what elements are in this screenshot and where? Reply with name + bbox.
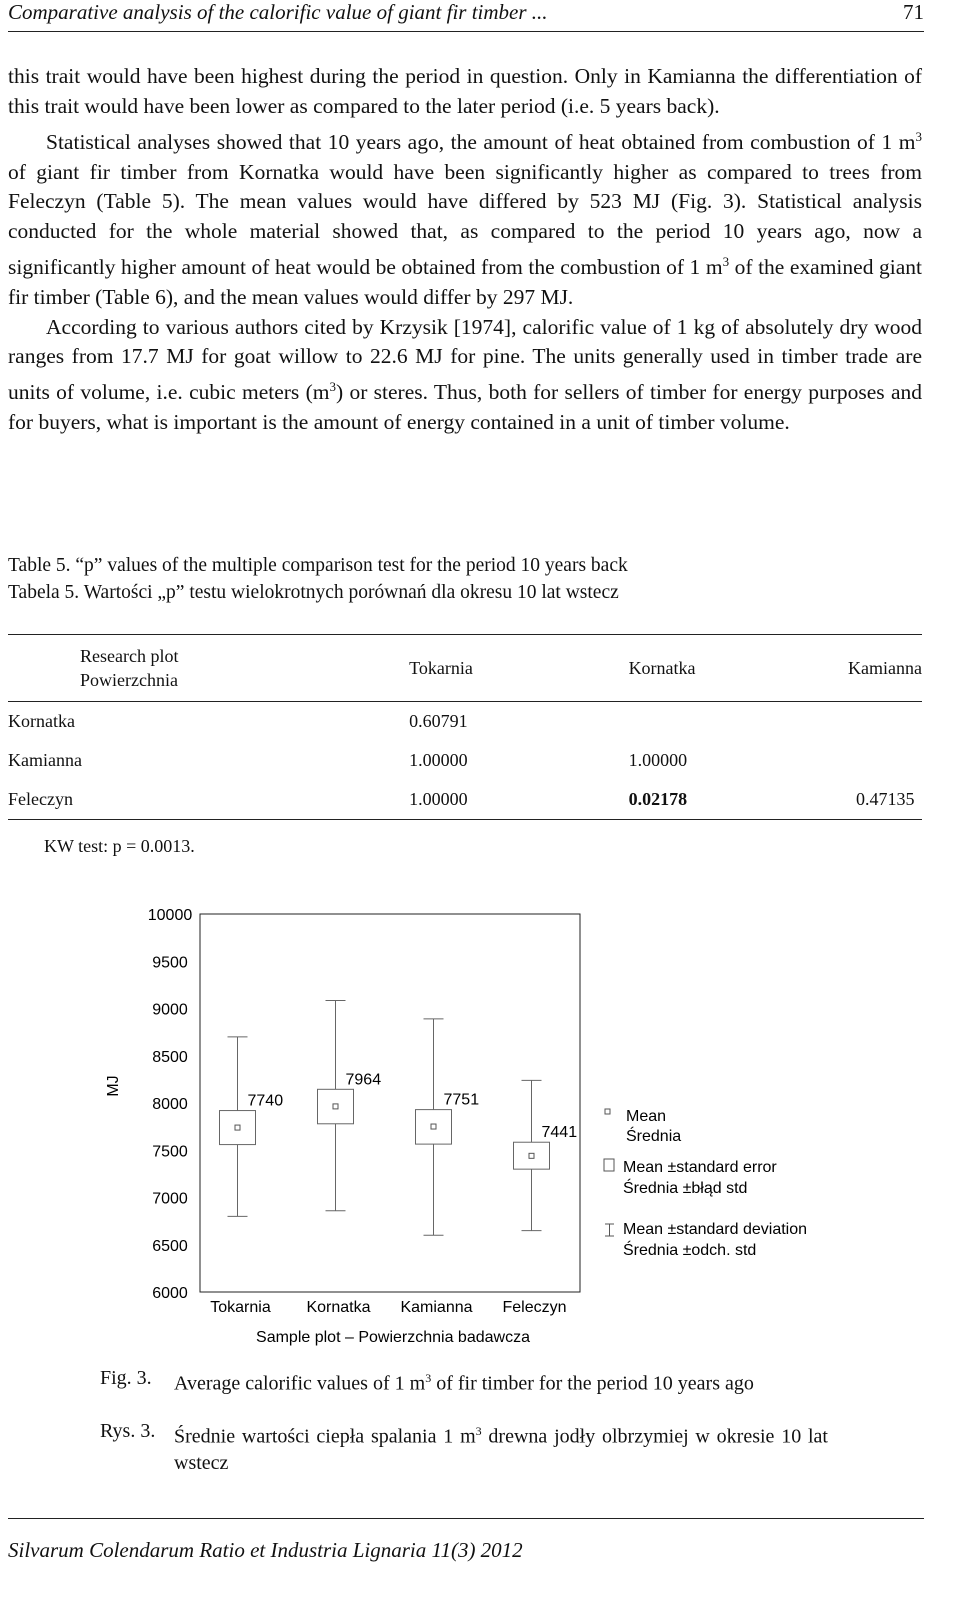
superscript: 3 <box>425 1371 432 1385</box>
table-row <box>8 741 922 780</box>
running-title: Comparative analysis of the calorific value of giant fir timber ... <box>8 0 548 24</box>
legend-se-en: Mean ±standard error <box>623 1159 777 1176</box>
body-text <box>8 62 922 438</box>
figure-caption-en-a: Average calorific values of 1 m <box>174 1372 426 1395</box>
box-group <box>416 1019 480 1235</box>
figure-caption-en-text <box>174 1365 828 1397</box>
legend-se-pl: Średnia ±błąd std <box>623 1180 748 1197</box>
category-label: Tokarnia <box>210 1299 271 1316</box>
row-label: Kamianna <box>8 750 82 770</box>
superscript: 3 <box>915 128 922 144</box>
journal-footer: Silvarum Colendarum Ratio et Industria Lignaria 11(3) 2012 <box>8 1538 523 1562</box>
figure-caption-en <box>100 1365 830 1397</box>
corner-label-en: Research plot <box>80 646 179 666</box>
y-tick-label: 8000 <box>152 1096 188 1113</box>
table-cell <box>629 702 848 742</box>
kw-test-note: KW test: p = 0.0013. <box>44 836 195 856</box>
legend-se-marker <box>604 1159 614 1171</box>
superscript: 3 <box>475 1424 482 1438</box>
mean-value-label: 7751 <box>443 1091 480 1109</box>
figure-caption-pl-text <box>174 1418 828 1476</box>
paragraph-2 <box>8 122 922 313</box>
y-tick-label: 10000 <box>147 907 193 924</box>
paragraph-1: this trait would have been highest during the period in question. Only in Kamianna the differentiation of this trait would have been lower as compared to the later period (i.e. 5 years back). <box>8 64 922 118</box>
category-label: Kamianna <box>400 1299 473 1316</box>
box-plot-chart <box>0 890 960 1360</box>
row-label: Feleczyn <box>8 789 73 809</box>
paragraph-3-part-b: ) or steres. Thus, both for sellers of timber for energy purposes and for buyers, what is important is the amount of energy contained in a unit of timber volume. <box>8 380 923 435</box>
header-rule <box>8 31 924 32</box>
figure-caption-pl-b: drewna jodły olbrzymiej w okresie 10 lat wstecz <box>174 1425 828 1474</box>
paragraph-3-part-a: According to various authors cited by Krzysik [1974], calorific value of 1 kg of absolutely dry wood ranges from 17.7 MJ for goat willow to 22.6 MJ for pine. The units generally used in timber trade are units of volume, i.e. cubic meters (m <box>8 314 922 405</box>
mean-value-label: 7964 <box>345 1071 382 1089</box>
category-label: Feleczyn <box>502 1299 567 1316</box>
box-group <box>514 1080 578 1230</box>
y-tick-label: 9500 <box>152 954 188 972</box>
paragraph-2-part-c: of the examined giant fir timber (Table 6), and the mean values would differ by 297 MJ. <box>8 255 922 309</box>
column-header: Tokarnia <box>409 657 473 678</box>
y-tick-label: 8500 <box>152 1048 188 1066</box>
mean-marker <box>431 1124 436 1129</box>
y-tick-label: 6000 <box>152 1285 188 1302</box>
table-caption-en: Table 5. “p” values of the multiple comparison test for the period 10 years back <box>8 555 628 576</box>
superscript: 3 <box>722 253 730 269</box>
table-cell: 0.47135 <box>856 789 915 809</box>
y-tick-label: 7500 <box>152 1143 188 1161</box>
figure-label-en: Fig. 3. <box>100 1367 152 1389</box>
table-header-row <box>8 635 922 702</box>
legend-sd-pl: Średnia ±odch. std <box>623 1242 757 1259</box>
figure-caption-pl <box>100 1418 830 1476</box>
mean-marker <box>529 1153 534 1158</box>
paragraph-2-part-a: Statistical analyses showed that 10 years ago, the amount of heat obtained from combustion of 1 m <box>46 129 916 154</box>
table-cell: 1.00000 <box>409 750 468 770</box>
legend-mean-pl: Średnia <box>626 1128 682 1145</box>
box-group <box>220 1037 284 1217</box>
table-cell <box>848 702 922 742</box>
corner-label-pl: Powierzchnia <box>80 670 178 690</box>
table-corner-cell <box>8 635 409 702</box>
mean-value-label: 7441 <box>541 1124 578 1142</box>
box-group <box>318 1000 382 1210</box>
column-header: Kornatka <box>628 657 696 678</box>
legend-sd-en: Mean ±standard deviation <box>623 1221 808 1238</box>
y-tick-label: 9000 <box>152 1001 188 1019</box>
mean-value-label: 7740 <box>247 1092 284 1110</box>
table-caption-pl: Tabela 5. Wartości „p” testu wielokrotnych porównań dla okresu 10 lat wstecz <box>8 582 619 603</box>
table-cell: 1.00000 <box>628 750 688 770</box>
mean-marker <box>333 1104 338 1109</box>
table-cell <box>848 741 922 780</box>
y-axis-label: MJ <box>105 1075 122 1097</box>
table-row <box>8 702 922 742</box>
page-number: 71 <box>903 0 924 24</box>
table-row <box>8 780 922 820</box>
table-cell: 0.60791 <box>409 711 468 731</box>
table-cell-significant: 0.02178 <box>628 789 688 809</box>
superscript: 3 <box>329 379 336 395</box>
figure-caption-en-b: of fir timber for the period 10 years ago <box>431 1372 754 1395</box>
p-values-table <box>8 634 922 820</box>
figure-label-pl: Rys. 3. <box>100 1420 156 1442</box>
legend-mean-en: Mean <box>626 1108 667 1125</box>
paragraph-3 <box>8 313 922 438</box>
category-label: Kornatka <box>306 1299 371 1316</box>
y-tick-label: 7000 <box>152 1190 188 1208</box>
mean-marker <box>235 1125 240 1130</box>
legend-sd-marker <box>605 1224 614 1236</box>
running-header <box>8 0 924 30</box>
legend-mean-marker <box>605 1109 610 1114</box>
row-label: Kornatka <box>8 711 75 731</box>
chart-legend <box>604 1108 807 1259</box>
x-axis-label: Sample plot – Powierzchnia badawcza <box>256 1329 530 1346</box>
paragraph-2-part-b: of giant fir timber from Kornatka would have been significantly higher as compared to trees from Feleczyn (Table 5). The mean values would have differed by 523 MJ (Fig. 3). Statistical analysis conducted for the whole material showed that, as compared to the period 10 years ago, now a significantly higher amount of heat would be obtained from the combustion of 1 m <box>8 159 922 280</box>
y-tick-label: 6500 <box>152 1237 188 1255</box>
column-header: Kamianna <box>848 657 922 678</box>
figure-caption-pl-a: Średnie wartości ciepła spalania 1 m <box>174 1425 476 1448</box>
table-cell: 1.00000 <box>409 789 468 809</box>
footer-rule <box>8 1518 924 1519</box>
